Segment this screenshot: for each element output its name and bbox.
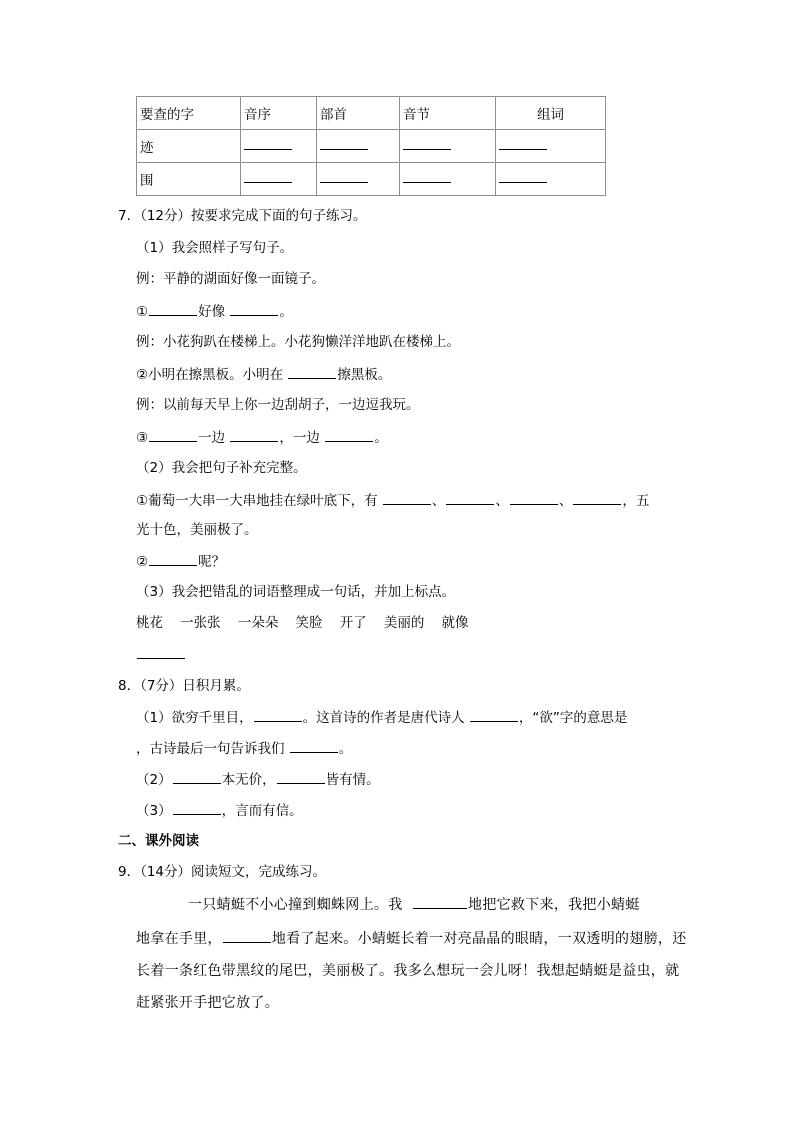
answer-blank[interactable] <box>413 894 467 909</box>
q7-example1: 例：平静的湖面好像一面镜子。 <box>136 271 325 287</box>
q7-sentence1 <box>136 490 649 511</box>
line-text: （1）欲穷千里目， <box>136 710 253 726</box>
q8-line2 <box>136 769 380 790</box>
q8-line1 <box>136 707 627 728</box>
q7-example3: 例：以前每天早上你一边刮胡子，一边逗我玩。 <box>136 397 420 413</box>
answer-blank[interactable] <box>137 644 185 659</box>
word: 一朵朵 <box>237 615 279 631</box>
line-text: 。 <box>279 304 293 320</box>
line-text: 本无价， <box>221 772 276 788</box>
table-header-cell: 要查的字 <box>137 97 241 130</box>
answer-blank[interactable] <box>277 769 325 784</box>
answer-blank[interactable] <box>230 427 278 442</box>
q8-line1-cont <box>136 738 352 759</box>
answer-blank[interactable] <box>254 707 302 722</box>
blank-cell[interactable] <box>496 130 606 163</box>
line-text: 皆有情。 <box>325 772 380 788</box>
answer-blank[interactable] <box>290 738 338 753</box>
line-text: ，言而有信。 <box>221 803 303 819</box>
line-text: 呢？ <box>198 554 226 570</box>
line-text: 。 <box>338 741 353 757</box>
q7-line2 <box>136 364 391 385</box>
passage-line <box>136 928 687 949</box>
answer-blank[interactable] <box>470 707 518 722</box>
line-text: ①葡萄一大串一大串地挂在绿叶底下，有 <box>136 493 378 509</box>
q9-title: 9．（14分）阅读短文，完成练习。 <box>118 864 327 880</box>
q8-title: 8．（7分）日积月累。 <box>118 678 250 694</box>
q7-part3: （3）我会把错乱的词语整理成一句话，并加上标点。 <box>136 584 456 600</box>
table-char-cell: 围 <box>137 163 241 196</box>
line-text: 地拿在手里， <box>136 931 222 947</box>
line-text: 。 <box>374 430 388 446</box>
q8-line3 <box>136 800 303 821</box>
line-text: 、 <box>431 493 446 509</box>
word: 一张张 <box>180 615 221 631</box>
circled-number: ② <box>136 554 149 570</box>
answer-blank[interactable] <box>173 800 221 815</box>
line-text: 一边 <box>198 430 226 446</box>
q7-line1 <box>136 301 293 322</box>
q7-part1: （1）我会照样子写句子。 <box>136 240 294 256</box>
table-row <box>137 163 606 196</box>
blank-cell[interactable] <box>317 163 400 196</box>
line-text: ，古诗最后一句告诉我们 <box>136 741 285 757</box>
blank-cell[interactable] <box>241 130 317 163</box>
passage-line <box>136 894 640 915</box>
table-row <box>137 130 606 163</box>
table-header-cell: 音节 <box>400 97 496 130</box>
table-char-cell: 迹 <box>137 130 241 163</box>
passage-line: 长着一条红色带黑纹的尾巴，美丽极了。我多么想玩一会儿呀！我想起蜻蜓是益虫，就 <box>136 963 680 979</box>
line-text: 擦黑板。 <box>337 367 392 383</box>
blank-cell[interactable] <box>400 130 496 163</box>
line-text: ②小明在擦黑板。小明在 <box>136 367 284 383</box>
blank-cell[interactable] <box>241 163 317 196</box>
section-heading: 二、课外阅读 <box>118 833 199 849</box>
q7-example2: 例：小花狗趴在楼梯上。小花狗懒洋洋地趴在楼梯上。 <box>136 334 460 350</box>
line-text: 好像 <box>198 304 226 320</box>
line-text: 地把它救下来，我把小蜻蜓 <box>468 897 640 913</box>
line-text: ，一边 <box>279 430 320 446</box>
answer-blank[interactable] <box>149 427 197 442</box>
word: 就像 <box>441 615 469 631</box>
table-header-row <box>137 97 606 130</box>
word: 笑脸 <box>295 615 323 631</box>
blank-cell[interactable] <box>400 163 496 196</box>
line-text: 一只蜻蜓不小心撞到蜘蛛网上。我 <box>188 897 403 913</box>
line-text: （3） <box>136 803 172 819</box>
line-text: 、 <box>495 493 509 509</box>
line-text: （2） <box>136 772 172 788</box>
line-text: 、 <box>558 493 573 509</box>
word: 开了 <box>339 615 367 631</box>
line-text: 。这首诗的作者是唐代诗人 <box>302 710 465 726</box>
q7-sentence2 <box>136 551 225 572</box>
dictionary-table <box>136 96 606 196</box>
q7-part2: （2）我会把句子补充完整。 <box>136 460 307 476</box>
answer-blank[interactable] <box>325 427 373 442</box>
line-text: ，五 <box>622 493 650 509</box>
word: 美丽的 <box>383 615 425 631</box>
circled-number: ① <box>136 304 149 320</box>
passage-line: 赶紧张开手把它放了。 <box>136 995 279 1011</box>
answer-blank[interactable] <box>223 928 271 943</box>
blank-cell[interactable] <box>496 163 606 196</box>
q7-answer-line <box>136 644 186 665</box>
word: 桃花 <box>136 615 163 631</box>
answer-blank[interactable] <box>446 490 494 505</box>
blank-cell[interactable] <box>317 130 400 163</box>
answer-blank[interactable] <box>149 301 197 316</box>
table-header-cell: 组词 <box>496 97 606 130</box>
circled-number: ③ <box>136 430 149 446</box>
q7-title: 7．（12分）按要求完成下面的句子练习。 <box>118 208 367 224</box>
table-header-cell: 部首 <box>317 97 400 130</box>
q7-line3 <box>136 427 388 448</box>
answer-blank[interactable] <box>383 490 431 505</box>
answer-blank[interactable] <box>510 490 558 505</box>
line-text: 地看了起来。小蜻蜓长着一对亮晶晶的眼睛，一双透明的翅膀，还 <box>271 931 687 947</box>
answer-blank[interactable] <box>230 301 278 316</box>
line-text: ，“欲”字的意思是 <box>518 710 628 726</box>
answer-blank[interactable] <box>173 769 221 784</box>
table-header-cell: 音序 <box>241 97 317 130</box>
answer-blank[interactable] <box>288 364 336 379</box>
word-list <box>136 613 469 633</box>
answer-blank[interactable] <box>149 551 197 566</box>
q7-sentence1-cont: 光十色，美丽极了。 <box>136 522 258 538</box>
answer-blank[interactable] <box>573 490 621 505</box>
